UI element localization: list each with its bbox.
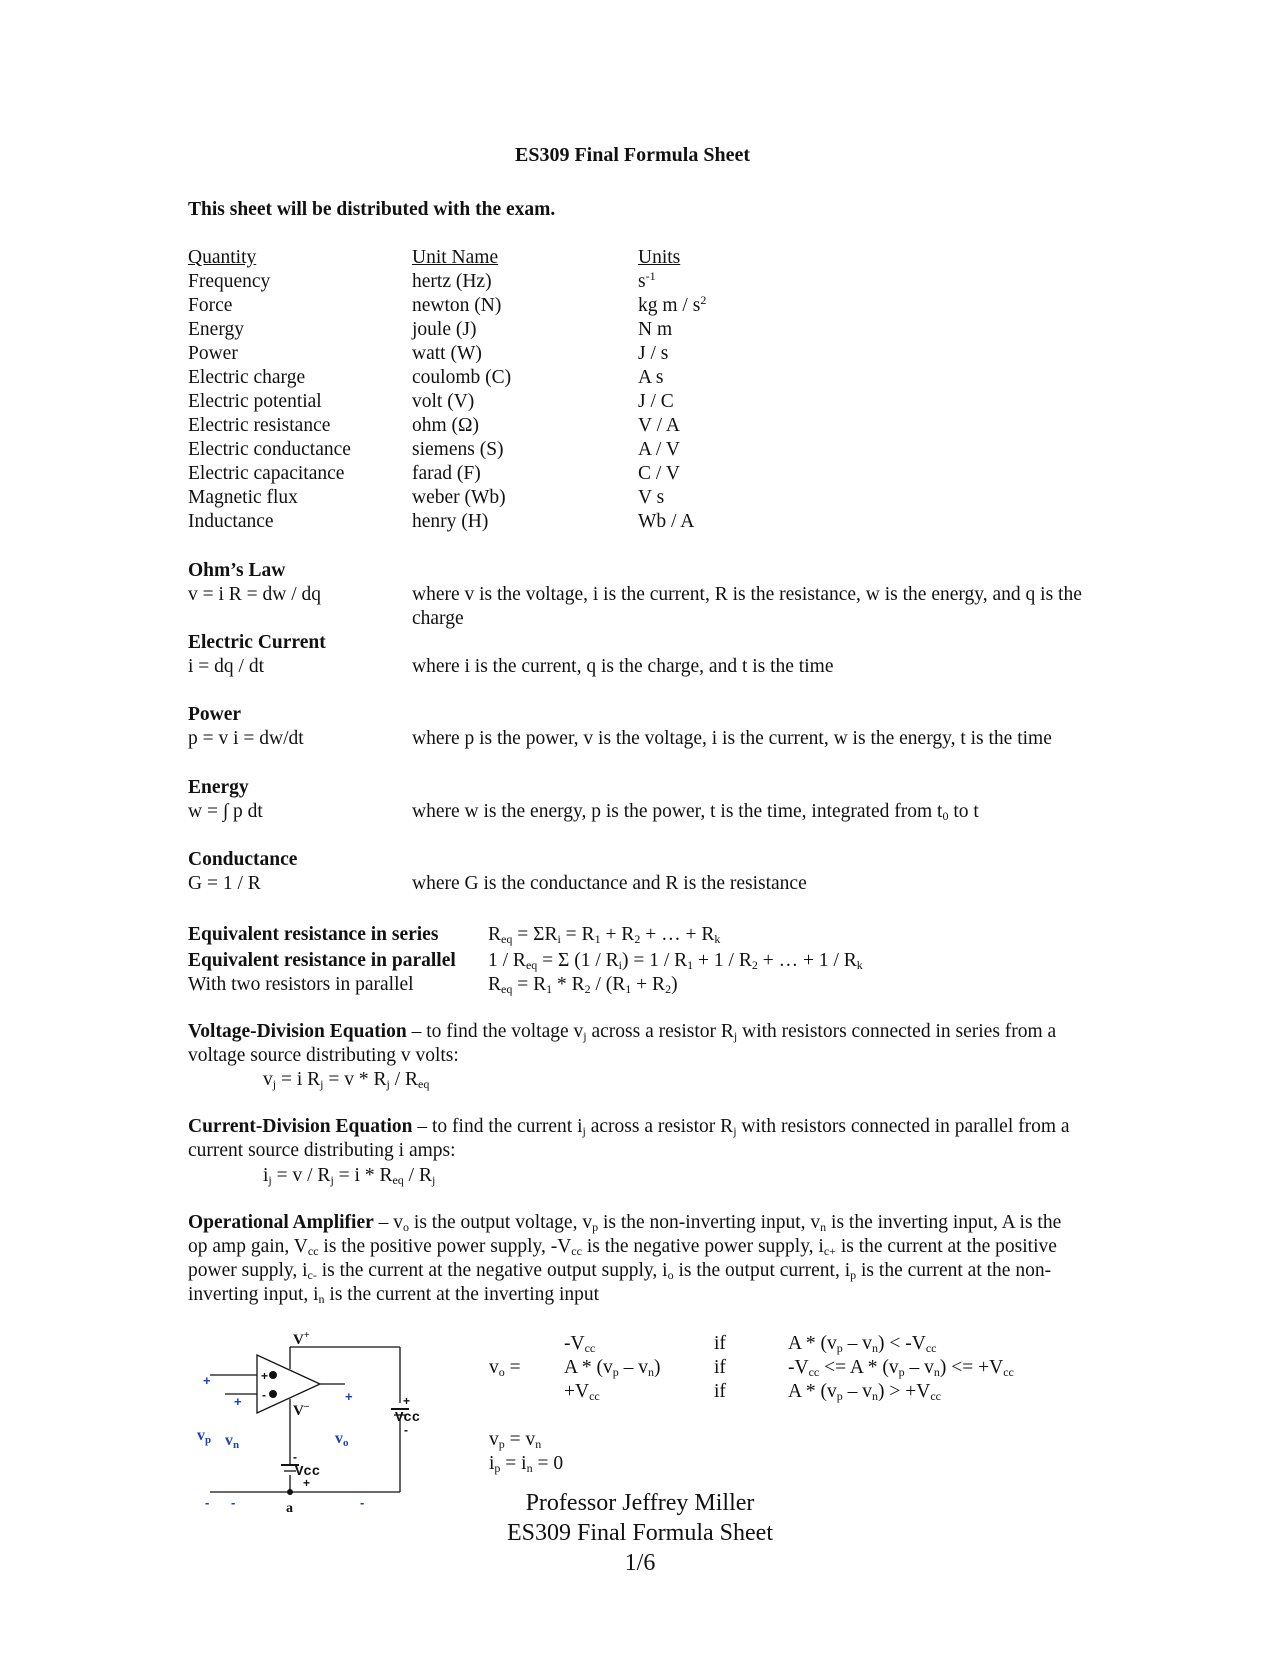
energy-heading: Energy xyxy=(188,777,249,798)
energy-description: where w is the energy, p is the power, t is the time, integrated from $t_0$ to t xyxy=(412,801,979,823)
power-description: where p is the power, v is the voltage, i is the current, w is the energy, t is the time xyxy=(412,728,1052,749)
current-division-paragraph: Current-Division Equation – to find the current $i_j$ across a resistor $R_j$ with resistors connected in parallel from a current source distributing i amps: xyxy=(188,1116,1070,1161)
units-row-units-base: kg m / s xyxy=(638,295,701,316)
current-division-formula: $i_j = v / R_j = i * R_{eq} / R_j$ xyxy=(263,1165,436,1187)
case-neg-value: $-V_{cc}$ xyxy=(564,1333,596,1355)
voltage-division-formula: $v_j = i$ $R_j = v * R_j / R_{eq}$ xyxy=(263,1069,430,1091)
equiv-parallel-label: Equivalent resistance in parallel xyxy=(188,950,456,971)
diagram-plus-vn: + xyxy=(234,1394,242,1409)
units-row-quantity: Electric potential xyxy=(188,391,322,412)
units-row-units-base: N m xyxy=(638,319,673,340)
units-row-unit-name: coulomb (C) xyxy=(412,367,512,388)
diagram-opamp-plus: + xyxy=(261,1369,269,1383)
units-row-quantity: Energy xyxy=(188,319,244,340)
footer-author: Professor Jeffrey Miller xyxy=(525,1490,755,1516)
units-row-units-exponent: 2 xyxy=(700,293,707,307)
ideal-ip-in: $i_p = i_n = 0$ xyxy=(489,1453,564,1475)
equiv-series-label: Equivalent resistance in series xyxy=(188,924,439,945)
units-row-unit-name: hertz (Hz) xyxy=(412,271,492,292)
conductance-heading: Conductance xyxy=(188,849,298,870)
units-row-units-base: V / A xyxy=(638,415,680,436)
diagram-minus-vn: - xyxy=(231,1495,236,1510)
diagram-vn-label: vn xyxy=(225,1432,240,1451)
units-row-units xyxy=(638,390,674,414)
energy-formula: w = ∫ p dt xyxy=(188,801,263,822)
equiv-series-formula: $R_{eq} = \Sigma R_i = R_1 + R_2$ + … + $R_k$ xyxy=(488,924,721,946)
units-row-units-base: J / C xyxy=(638,391,674,412)
diagram-opamp-minus: - xyxy=(262,1388,266,1402)
units-row-quantity: Force xyxy=(188,295,233,316)
diagram-vcc-top-minus: - xyxy=(404,1423,408,1437)
diagram-node-a-label: a xyxy=(286,1501,293,1515)
units-row-units-base: J / s xyxy=(638,343,669,364)
ideal-vp-vn: $v_p = v_n$ xyxy=(489,1429,542,1451)
case-neg-if: if xyxy=(714,1333,726,1354)
case-linear-if: if xyxy=(714,1357,726,1378)
electric-current-formula: i = dq / dt xyxy=(188,656,265,677)
units-row-units-base: A / V xyxy=(638,439,680,460)
vo-equals: $v_o$ = xyxy=(489,1357,521,1379)
diagram-vcc-top-plus: + xyxy=(403,1394,411,1408)
case-pos-if: if xyxy=(714,1381,726,1402)
units-row-unit-name: siemens (S) xyxy=(412,439,504,460)
case-linear-condition: $-V_{cc} <= A * (v_p - v_n) <= +V_{cc}$ xyxy=(788,1357,1014,1379)
units-row-quantity: Electric capacitance xyxy=(188,463,345,484)
units-row-unit-name: farad (F) xyxy=(412,463,481,484)
diagram-vcc-top-label: Vcc xyxy=(395,1410,421,1426)
units-row-quantity: Electric conductance xyxy=(188,439,351,460)
footer-page-number: 1/6 xyxy=(624,1550,656,1576)
case-pos-condition: $A * (v_p - v_n) > +V_{cc}$ xyxy=(788,1381,941,1403)
conductance-description: where G is the conductance and R is the resistance xyxy=(412,873,807,894)
units-row-quantity: Electric charge xyxy=(188,367,306,388)
col-header-quantity: Quantity xyxy=(188,247,257,268)
units-row-units xyxy=(638,462,680,486)
units-row-units-base: A s xyxy=(638,367,664,388)
power-heading: Power xyxy=(188,704,242,725)
units-row-units xyxy=(638,294,706,318)
diagram-vp-label: vp xyxy=(197,1427,212,1446)
op-amp-circuit-diagram xyxy=(195,1325,455,1515)
units-row-units xyxy=(638,438,680,462)
units-row-units-exponent: -1 xyxy=(645,269,656,283)
units-row-unit-name: volt (V) xyxy=(412,391,475,412)
power-formula: p = v i = dw/dt xyxy=(188,728,304,749)
units-row-units xyxy=(638,510,694,534)
units-row-quantity: Electric resistance xyxy=(188,415,331,436)
units-row-unit-name: weber (Wb) xyxy=(412,487,506,508)
equiv-two-formula: $R_{eq} = R_1 * R_2 / (R_1 + R_2)$ xyxy=(488,974,678,996)
units-row-units xyxy=(638,414,680,438)
col-header-units: Units xyxy=(638,247,681,268)
col-header-unit-name: Unit Name xyxy=(412,247,499,268)
op-amp-paragraph: Operational Amplifier – $v_o$ is the output voltage, $v_p$ is the non-inverting input, $v_n$ is the inverting input, A is the op amp gain, $V_{cc}$ is the positive power supply, $-V_{cc}$ is the negative power supply, $i_{c+}$ is the current at the positive power supply, $i_{c-}$ is the current at the negative output supply, $i_o$ is the output current, $i_p$ is the current at the non-inverting input, $i_n$ is the current at the inverting input xyxy=(188,1212,1062,1306)
units-row-units xyxy=(638,318,672,342)
conductance-formula: G = 1 / R xyxy=(188,873,261,894)
units-row-unit-name: joule (J) xyxy=(412,319,477,340)
diagram-vplus-label: V+ xyxy=(293,1330,310,1348)
case-linear-value: A * $(v_p - v_n)$ xyxy=(564,1357,661,1379)
units-row-units-base: s xyxy=(638,271,646,292)
electric-current-description: where i is the current, q is the charge, and t is the time xyxy=(412,656,834,677)
diagram-vcc-bottom-label: Vcc xyxy=(295,1464,321,1480)
diagram-minus-vo: - xyxy=(360,1495,365,1510)
diagram-vminus-label: V– xyxy=(293,1401,309,1419)
diagram-plus-vo: + xyxy=(345,1389,353,1404)
diagram-plus-vp: + xyxy=(203,1373,211,1388)
ohms-law-description: where v is the voltage, i is the current, R is the resistance, w is the energy, and q is the charge xyxy=(412,584,1082,629)
voltage-division-paragraph: Voltage-Division Equation – to find the voltage $v_j$ across a resistor $R_j$ with resistors connected in series from a voltage source distributing v volts: xyxy=(188,1021,1057,1066)
units-row-quantity: Magnetic flux xyxy=(188,487,298,508)
case-neg-condition: $A * (v_p - v_n) < -V_{cc}$ xyxy=(788,1333,937,1355)
units-row-unit-name: newton (N) xyxy=(412,295,502,316)
units-row-units xyxy=(638,342,668,366)
diagram-vcc-bottom-plus: + xyxy=(303,1476,311,1490)
electric-current-heading: Electric Current xyxy=(188,632,326,653)
units-row-units-base: Wb / A xyxy=(638,511,695,532)
diagram-minus-vp: - xyxy=(205,1495,210,1510)
units-row-quantity: Frequency xyxy=(188,271,271,292)
units-row-quantity: Inductance xyxy=(188,511,274,532)
units-row-unit-name: henry (H) xyxy=(412,511,489,532)
units-row-units xyxy=(638,486,664,510)
units-row-unit-name: watt (W) xyxy=(412,343,482,364)
units-row-units xyxy=(638,366,663,390)
page-title: ES309 Final Formula Sheet xyxy=(515,144,751,166)
ohms-law-heading: Ohm’s Law xyxy=(188,560,286,581)
case-pos-value: $+V_{cc}$ xyxy=(564,1381,600,1403)
units-row-unit-name: ohm (Ω) xyxy=(412,415,480,436)
diagram-vo-label: vo xyxy=(335,1430,349,1449)
equiv-parallel-formula: $1 / R_{eq} = \Sigma$ $(1 / R_i) = 1 / R_1 + 1 / R_2$ + … + $1 / R_k$ xyxy=(488,950,863,972)
units-row-quantity: Power xyxy=(188,343,238,364)
units-row-units-base: V s xyxy=(638,487,665,508)
units-row-units-base: C / V xyxy=(638,463,680,484)
footer-title: ES309 Final Formula Sheet xyxy=(507,1520,773,1546)
units-row-units xyxy=(638,270,656,294)
equiv-two-label: With two resistors in parallel xyxy=(188,974,414,995)
ohms-law-formula: v = i R = dw / dq xyxy=(188,584,322,605)
page-subtitle: This sheet will be distributed with the exam. xyxy=(188,199,556,220)
diagram-vcc-bottom-minus: - xyxy=(293,1450,297,1464)
